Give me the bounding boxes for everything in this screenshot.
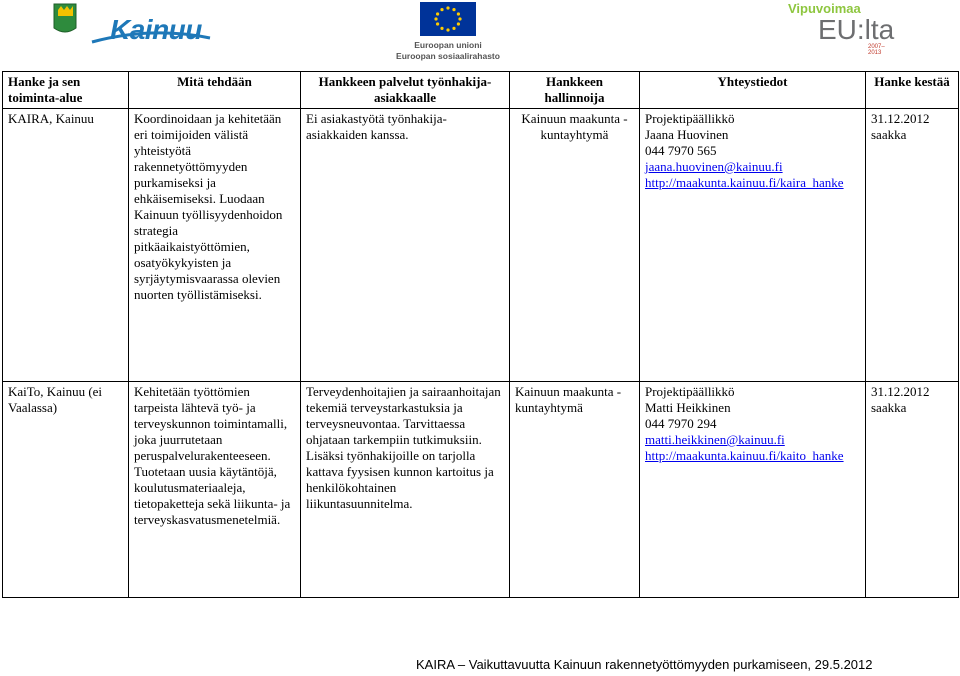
eu-flag-icon: [420, 2, 476, 36]
eulta-text: EU:lta: [818, 14, 895, 45]
table-row: [3, 109, 959, 382]
cell-kestaa: 31.12.2012 saakka: [866, 109, 959, 382]
cell-palvelut: Terveydenhoitajien ja sairaanhoitajan tekemiä terveystarkastuksia ja terveysneuvontaa. Tarvittaessa ohjataan tarkempiin tutkimuksiin. Lisäksi työnhakijoille on tarjolla kattava fyysisen kunnon kartoitus ja henkilökohtainen liikuntasuunnitelma.: [301, 382, 510, 598]
contact-email-link[interactable]: jaana.huovinen@kainuu.fi: [645, 159, 783, 174]
cell-hanke: KaiTo, Kainuu (ei Vaalassa): [3, 382, 129, 598]
cell-hallinnoija: Kainuun maakunta -kuntayhtymä: [510, 382, 640, 598]
contact-phone: 044 7970 294: [645, 416, 717, 431]
page-footer: KAIRA – Vaikuttavuutta Kainuun rakennetyöttömyyden purkamiseen, 29.5.2012: [416, 657, 873, 672]
contact-name: Jaana Huovinen: [645, 127, 729, 142]
contact-email-link[interactable]: matti.heikkinen@kainuu.fi: [645, 432, 785, 447]
cell-yhteystiedot: [640, 109, 866, 382]
table-header-row: [3, 72, 959, 109]
contact-name: Matti Heikkinen: [645, 400, 731, 415]
header-hanke: Hanke ja sen toiminta-alue: [3, 72, 129, 109]
header-palvelut: Hankkeen palvelut työnhakija-asiakkaalle: [301, 72, 510, 109]
project-url-link[interactable]: http://maakunta.kainuu.fi/kaito_hanke: [645, 448, 844, 463]
cell-mita: Kehitetään työttömien tarpeista lähtevä työ- ja terveyskunnon toimintamalli, joka juurrutetaan peruspalvelurakenteeseen. Tuotetaan uusia käytäntöjä, koulutusmateriaaleja, tietopaketteja sekä liikunta- ja terveyskasvatusmenetelmiä.: [129, 382, 301, 598]
project-url-link[interactable]: http://maakunta.kainuu.fi/kaira_hanke: [645, 175, 844, 190]
cell-yhteystiedot: [640, 382, 866, 598]
projects-table: [2, 71, 959, 598]
header-yhteystiedot: Yhteystiedot: [640, 72, 866, 109]
cell-hanke: KAIRA, Kainuu: [3, 109, 129, 382]
eu-union-text: Euroopan unioni: [414, 40, 482, 50]
program-years-text: 2007–2013: [868, 44, 885, 56]
eu-logo: [388, 2, 508, 64]
contact-phone: 044 7970 565: [645, 143, 717, 158]
vipuvoimaa-logo: [788, 1, 898, 56]
logo-bar: [0, 0, 960, 70]
kainuu-logo-text: Kainuu: [110, 14, 202, 45]
table-row: [3, 382, 959, 598]
contact-title: Projektipäällikkö: [645, 111, 735, 126]
kainuu-logo: [52, 2, 212, 46]
cell-mita: Koordinoidaan ja kehitetään eri toimijoiden välistä yhteistyötä rakennetyöttömyyden purkamiseksi ja ehkäisemiseksi. Luodaan Kainuun työllisyydenhoidon strategia pitkäaikaistyöttömien, osatyökykyisten ja syrjäytymisvaarassa olevien nuorten työllistämiseksi.: [129, 109, 301, 382]
contact-title: Projektipäällikkö: [645, 384, 735, 399]
header-kestaa: Hanke kestää: [866, 72, 959, 109]
cell-palvelut: Ei asiakastyötä työnhakija-asiakkaiden kanssa.: [301, 109, 510, 382]
cell-kestaa: 31.12.2012 saakka: [866, 382, 959, 598]
vipuvoimaa-text: Vipuvoimaa: [788, 1, 861, 16]
header-mita: Mitä tehdään: [129, 72, 301, 109]
header-hallinnoija: Hankkeen hallinnoija: [510, 72, 640, 109]
cell-hallinnoija: Kainuun maakunta -kuntayhtymä: [510, 109, 640, 382]
eu-fund-text: Euroopan sosiaalirahasto: [396, 51, 500, 61]
